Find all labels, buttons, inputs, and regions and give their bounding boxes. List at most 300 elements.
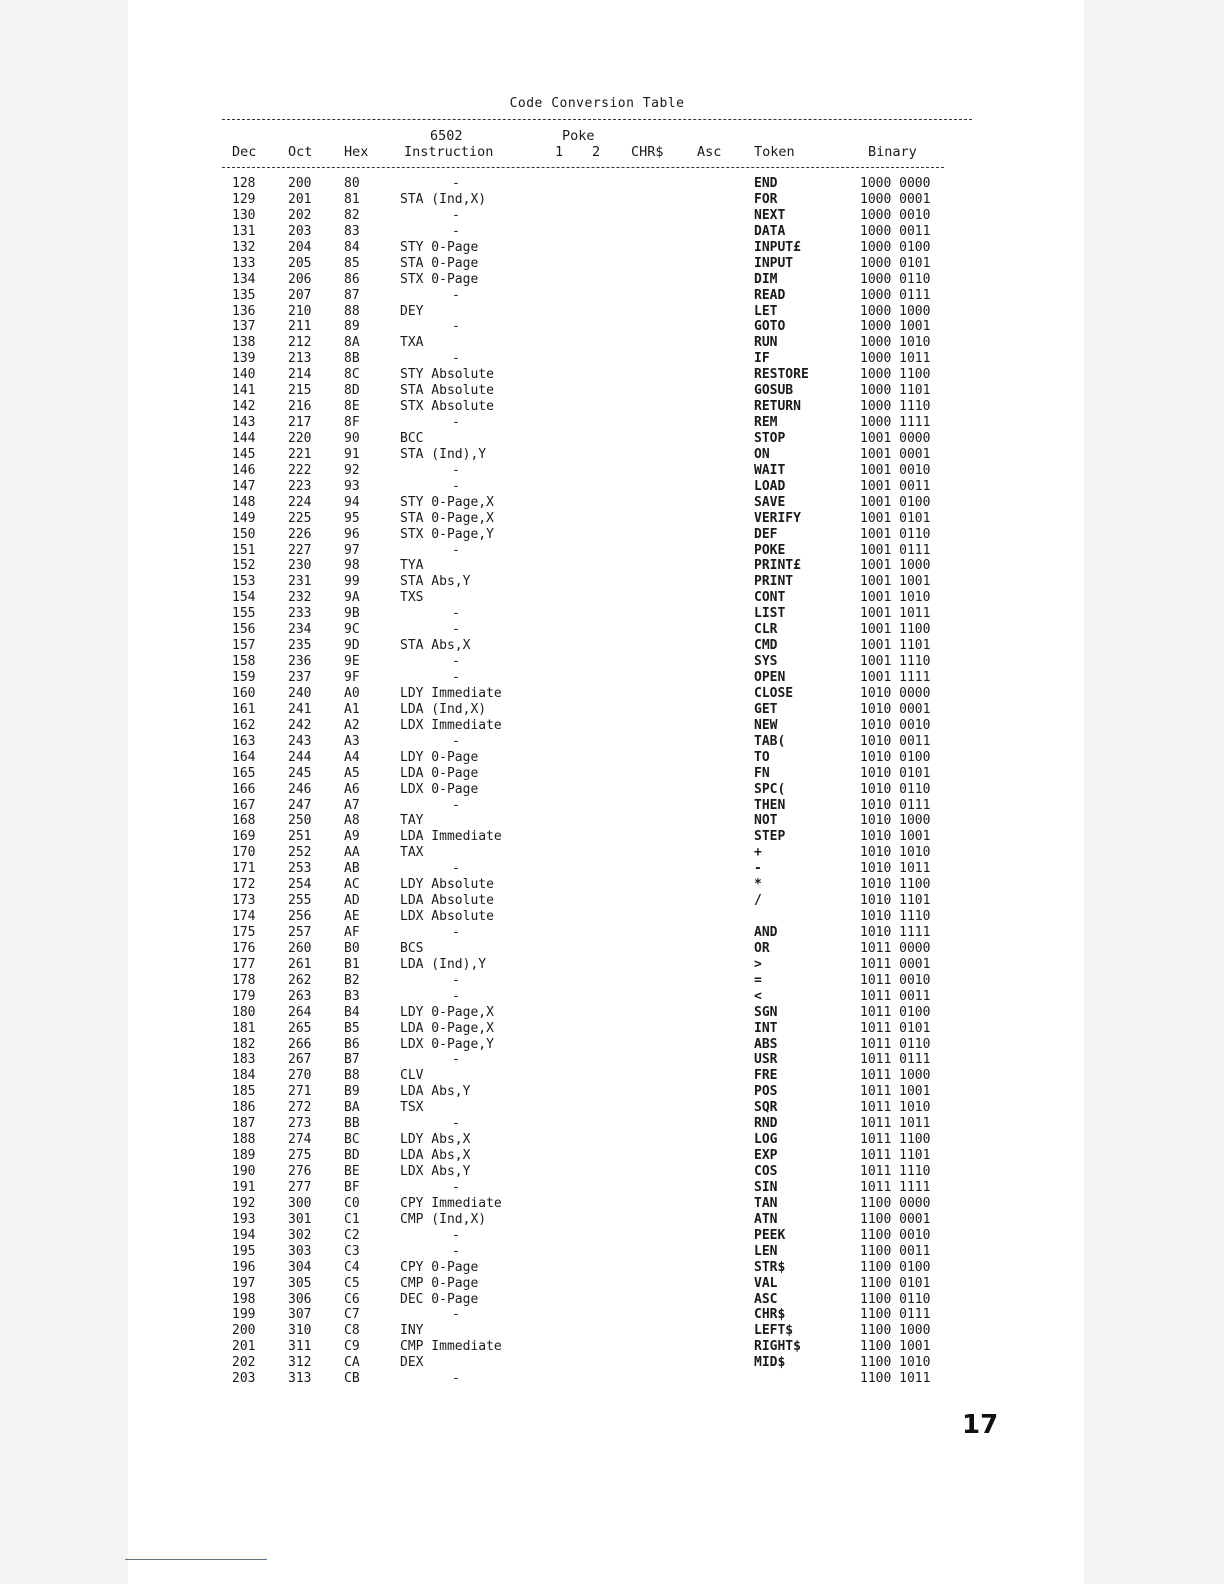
instruction-cell: - — [452, 207, 460, 223]
dec-cell: 142 — [232, 399, 256, 415]
binary-cell: 1100 0000 — [860, 1195, 931, 1211]
hex-cell: BB — [344, 1116, 360, 1132]
table-row — [0, 861, 1224, 877]
dec-cell: 151 — [232, 542, 256, 558]
binary-cell: 1010 1010 — [860, 845, 931, 861]
oct-cell: 216 — [288, 399, 312, 415]
token-cell: OR — [754, 940, 770, 956]
binary-cell: 1010 1000 — [860, 813, 931, 829]
oct-cell: 312 — [288, 1355, 312, 1371]
dec-cell: 155 — [232, 606, 256, 622]
oct-cell: 305 — [288, 1275, 312, 1291]
header-row-2 — [0, 144, 1224, 160]
table-row — [0, 798, 1224, 814]
token-cell: COS — [754, 1164, 778, 1179]
oct-cell: 264 — [288, 1004, 312, 1020]
dec-cell: 161 — [232, 701, 256, 717]
table-row — [0, 1339, 1224, 1355]
table-row — [0, 272, 1224, 288]
table-row — [0, 1100, 1224, 1116]
token-cell: FRE — [754, 1068, 778, 1084]
oct-cell: 310 — [288, 1323, 312, 1339]
footnote-rule — [125, 1559, 267, 1560]
table-row — [0, 702, 1224, 718]
token-cell: SAVE — [754, 494, 786, 510]
table-row — [0, 558, 1224, 574]
hex-cell: 8A — [344, 335, 360, 351]
token-cell: WAIT — [754, 462, 786, 478]
table-row — [0, 1307, 1224, 1323]
binary-cell: 1001 1100 — [860, 622, 931, 638]
binary-cell: 1011 0101 — [860, 1020, 931, 1036]
hex-cell: 9B — [344, 606, 360, 622]
binary-cell: 1000 0101 — [860, 255, 931, 271]
instruction-cell: LDA Abs,Y — [400, 1084, 471, 1100]
dec-cell: 179 — [232, 988, 256, 1004]
instruction-cell: TAY — [400, 813, 424, 829]
instruction-cell: STX 0-Page,Y — [400, 526, 494, 542]
binary-cell: 1001 1000 — [860, 558, 931, 574]
token-cell: POS — [754, 1084, 778, 1100]
hex-cell: B5 — [344, 1020, 360, 1036]
instruction-cell: - — [452, 1179, 460, 1195]
token-cell: GET — [754, 701, 778, 717]
dec-cell: 160 — [232, 685, 256, 701]
binary-cell: 1010 1001 — [860, 829, 931, 845]
token-cell: RUN — [754, 335, 778, 351]
binary-cell: 1000 1101 — [860, 383, 931, 399]
table-row — [0, 224, 1224, 240]
dec-cell: 139 — [232, 351, 256, 367]
table-row — [0, 1323, 1224, 1339]
oct-cell: 263 — [288, 988, 312, 1004]
instruction-cell: BCS — [400, 940, 424, 956]
instruction-cell: LDA 0-Page — [400, 765, 479, 781]
dec-cell: 180 — [232, 1004, 256, 1020]
hex-cell: CA — [344, 1355, 360, 1371]
binary-cell: 1100 1011 — [860, 1371, 931, 1387]
oct-cell: 204 — [288, 239, 312, 255]
table-row — [0, 909, 1224, 925]
binary-cell: 1001 0001 — [860, 446, 931, 462]
binary-cell: 1001 0011 — [860, 478, 931, 494]
oct-cell: 212 — [288, 335, 312, 351]
hex-cell: AF — [344, 924, 360, 940]
table-row — [0, 1164, 1224, 1180]
binary-cell: 1100 0011 — [860, 1243, 931, 1259]
instruction-cell: LDX Absolute — [400, 909, 494, 924]
dec-cell: 182 — [232, 1036, 256, 1052]
instruction-cell: LDY Immediate — [400, 685, 502, 701]
oct-cell: 311 — [288, 1339, 312, 1355]
oct-cell: 265 — [288, 1020, 312, 1036]
token-cell: USR — [754, 1052, 778, 1068]
oct-cell: 313 — [288, 1371, 312, 1387]
instruction-cell: LDX Immediate — [400, 717, 502, 733]
dec-cell: 174 — [232, 909, 256, 924]
table-row — [0, 766, 1224, 782]
token-cell: * — [754, 877, 762, 893]
oct-cell: 306 — [288, 1291, 312, 1307]
dec-cell: 167 — [232, 797, 256, 813]
oct-cell: 243 — [288, 733, 312, 749]
header-poke-1: 1 — [555, 144, 564, 160]
dec-cell: 150 — [232, 526, 256, 542]
table-row — [0, 1132, 1224, 1148]
hex-cell: A7 — [344, 797, 360, 813]
oct-cell: 200 — [288, 176, 312, 191]
oct-cell: 252 — [288, 845, 312, 861]
binary-cell: 1010 0101 — [860, 765, 931, 781]
table-row — [0, 925, 1224, 941]
dec-cell: 128 — [232, 176, 256, 191]
binary-cell: 1001 0100 — [860, 494, 931, 510]
dec-cell: 135 — [232, 287, 256, 303]
oct-cell: 266 — [288, 1036, 312, 1052]
hex-cell: BF — [344, 1179, 360, 1195]
oct-cell: 303 — [288, 1243, 312, 1259]
dec-cell: 158 — [232, 654, 256, 669]
hex-cell: AC — [344, 877, 360, 893]
oct-cell: 245 — [288, 765, 312, 781]
binary-cell: 1000 0110 — [860, 271, 931, 287]
dec-cell: 190 — [232, 1164, 256, 1179]
binary-cell: 1011 1010 — [860, 1100, 931, 1116]
instruction-cell: STA 0-Page — [400, 255, 479, 271]
instruction-cell: - — [452, 797, 460, 813]
hex-cell: 9C — [344, 622, 360, 638]
oct-cell: 255 — [288, 893, 312, 909]
binary-cell: 1000 0011 — [860, 223, 931, 239]
token-cell: NEW — [754, 717, 778, 733]
oct-cell: 301 — [288, 1211, 312, 1227]
binary-cell: 1100 1000 — [860, 1323, 931, 1339]
hex-cell: 98 — [344, 558, 360, 574]
binary-cell: 1001 1111 — [860, 670, 931, 685]
instruction-cell: LDY Abs,X — [400, 1132, 471, 1148]
header-chr: CHR$ — [631, 144, 664, 160]
table-row — [0, 240, 1224, 256]
token-cell: REM — [754, 415, 778, 430]
table-row — [0, 256, 1224, 272]
binary-cell: 1000 0000 — [860, 176, 931, 191]
table-row — [0, 1371, 1224, 1387]
oct-cell: 275 — [288, 1148, 312, 1163]
instruction-cell: STX Absolute — [400, 399, 494, 415]
instruction-cell: DEC 0-Page — [400, 1291, 479, 1307]
instruction-cell: STA (Ind),Y — [400, 446, 487, 462]
oct-cell: 272 — [288, 1100, 312, 1116]
binary-cell: 1000 1011 — [860, 351, 931, 367]
token-cell: FN — [754, 765, 770, 781]
table-row — [0, 1260, 1224, 1276]
hex-cell: 93 — [344, 478, 360, 494]
hex-cell: C7 — [344, 1307, 360, 1323]
oct-cell: 206 — [288, 271, 312, 287]
hex-cell: A3 — [344, 733, 360, 749]
token-cell: ATN — [754, 1211, 778, 1227]
instruction-cell: CPY Immediate — [400, 1195, 502, 1211]
hex-cell: A0 — [344, 685, 360, 701]
binary-cell: 1011 0000 — [860, 940, 931, 956]
hex-cell: 87 — [344, 287, 360, 303]
oct-cell: 241 — [288, 701, 312, 717]
oct-cell: 247 — [288, 797, 312, 813]
oct-cell: 225 — [288, 510, 312, 526]
oct-cell: 271 — [288, 1084, 312, 1100]
oct-cell: 276 — [288, 1164, 312, 1179]
dec-cell: 187 — [232, 1116, 256, 1132]
instruction-cell: - — [452, 861, 460, 877]
dec-cell: 164 — [232, 749, 256, 765]
binary-cell: 1100 0101 — [860, 1275, 931, 1291]
instruction-cell: STY 0-Page — [400, 239, 479, 255]
hex-cell: A1 — [344, 701, 360, 717]
instruction-cell: LDA (Ind),Y — [400, 956, 487, 972]
page-title: Code Conversion Table — [509, 96, 685, 111]
oct-cell: 222 — [288, 462, 312, 478]
hex-cell: C2 — [344, 1227, 360, 1243]
token-cell: RESTORE — [754, 367, 809, 383]
dec-cell: 184 — [232, 1068, 256, 1084]
binary-cell: 1100 1001 — [860, 1339, 931, 1355]
page-number: 17 — [962, 1410, 999, 1440]
hex-cell: B8 — [344, 1068, 360, 1084]
token-cell: - — [754, 861, 762, 877]
table-row — [0, 989, 1224, 1005]
instruction-cell: DEX — [400, 1355, 424, 1371]
header-row-1 — [0, 128, 1224, 144]
instruction-cell: - — [452, 972, 460, 988]
table-row — [0, 527, 1224, 543]
table-row — [0, 192, 1224, 208]
table-row — [0, 351, 1224, 367]
oct-cell: 253 — [288, 861, 312, 877]
oct-cell: 277 — [288, 1179, 312, 1195]
token-cell: IF — [754, 351, 770, 367]
hex-cell: 8D — [344, 383, 360, 399]
oct-cell: 215 — [288, 383, 312, 399]
table-row — [0, 511, 1224, 527]
dec-cell: 176 — [232, 940, 256, 956]
binary-cell: 1011 1101 — [860, 1148, 931, 1163]
oct-cell: 217 — [288, 415, 312, 430]
hex-cell: B1 — [344, 956, 360, 972]
hex-cell: 82 — [344, 207, 360, 223]
token-cell: FOR — [754, 191, 778, 207]
oct-cell: 300 — [288, 1195, 312, 1211]
oct-cell: 260 — [288, 940, 312, 956]
token-cell: LOG — [754, 1132, 778, 1148]
oct-cell: 250 — [288, 813, 312, 829]
binary-cell: 1010 0110 — [860, 781, 931, 797]
table-row — [0, 957, 1224, 973]
hex-cell: B7 — [344, 1052, 360, 1068]
instruction-cell: STY Absolute — [400, 367, 494, 383]
oct-cell: 240 — [288, 685, 312, 701]
token-cell: ABS — [754, 1036, 778, 1052]
binary-cell: 1010 0001 — [860, 701, 931, 717]
table-row — [0, 813, 1224, 829]
hex-cell: 9D — [344, 638, 360, 654]
hex-cell: 8E — [344, 399, 360, 415]
binary-cell: 1001 0110 — [860, 526, 931, 542]
token-cell: GOSUB — [754, 383, 794, 399]
table-row — [0, 304, 1224, 320]
dec-cell: 141 — [232, 383, 256, 399]
instruction-cell: TXA — [400, 335, 424, 351]
dec-cell: 193 — [232, 1211, 256, 1227]
header-asc: Asc — [697, 144, 722, 160]
instruction-cell: LDX 0-Page,Y — [400, 1036, 494, 1052]
oct-cell: 210 — [288, 303, 312, 319]
instruction-cell: - — [452, 622, 460, 638]
table-row — [0, 463, 1224, 479]
table-row — [0, 574, 1224, 590]
table-row — [0, 1292, 1224, 1308]
dec-cell: 195 — [232, 1243, 256, 1259]
instruction-cell: STA Absolute — [400, 383, 494, 399]
binary-cell: 1000 0100 — [860, 239, 931, 255]
dec-cell: 163 — [232, 733, 256, 749]
oct-cell: 227 — [288, 542, 312, 558]
dec-cell: 201 — [232, 1339, 256, 1355]
table-row — [0, 638, 1224, 654]
hex-cell: 88 — [344, 303, 360, 319]
binary-cell: 1010 0111 — [860, 797, 931, 813]
dec-cell: 166 — [232, 781, 256, 797]
table-row — [0, 670, 1224, 686]
dec-cell: 147 — [232, 478, 256, 494]
table-row — [0, 654, 1224, 670]
instruction-cell: LDY Absolute — [400, 877, 494, 893]
hex-cell: B6 — [344, 1036, 360, 1052]
hex-cell: A2 — [344, 717, 360, 733]
hex-cell: 9F — [344, 670, 360, 685]
dec-cell: 185 — [232, 1084, 256, 1100]
hex-cell: 99 — [344, 574, 360, 590]
table-row — [0, 479, 1224, 495]
hex-cell: AA — [344, 845, 360, 861]
token-cell: ON — [754, 446, 770, 462]
hex-cell: 94 — [344, 494, 360, 510]
instruction-cell: - — [452, 1116, 460, 1132]
instruction-cell: LDA Abs,X — [400, 1148, 471, 1163]
binary-cell: 1011 0100 — [860, 1004, 931, 1020]
table-row — [0, 399, 1224, 415]
instruction-cell: - — [452, 1307, 460, 1323]
dec-cell: 169 — [232, 829, 256, 845]
table-row — [0, 941, 1224, 957]
binary-cell: 1011 0111 — [860, 1052, 931, 1068]
token-cell: OPEN — [754, 670, 786, 685]
binary-cell: 1100 0111 — [860, 1307, 931, 1323]
instruction-cell: TAX — [400, 845, 424, 861]
instruction-cell: LDX 0-Page — [400, 781, 479, 797]
binary-cell: 1000 1111 — [860, 415, 931, 430]
table-row — [0, 383, 1224, 399]
oct-cell: 233 — [288, 606, 312, 622]
dec-cell: 159 — [232, 670, 256, 685]
table-row — [0, 1084, 1224, 1100]
hex-cell: 9E — [344, 654, 360, 669]
token-cell: GOTO — [754, 319, 786, 335]
hex-cell: C9 — [344, 1339, 360, 1355]
header-token: Token — [754, 144, 795, 160]
hex-cell: C5 — [344, 1275, 360, 1291]
oct-cell: 235 — [288, 638, 312, 654]
hex-cell: 91 — [344, 446, 360, 462]
oct-cell: 220 — [288, 431, 312, 446]
binary-cell: 1011 0001 — [860, 956, 931, 972]
token-cell: + — [754, 845, 762, 861]
hex-cell: AD — [344, 893, 360, 909]
token-cell: POKE — [754, 542, 786, 558]
table-row — [0, 1212, 1224, 1228]
dec-cell: 178 — [232, 972, 256, 988]
token-cell: RETURN — [754, 399, 801, 415]
table-row — [0, 1276, 1224, 1292]
hex-cell: 90 — [344, 431, 360, 446]
table-row — [0, 877, 1224, 893]
hex-cell: BC — [344, 1132, 360, 1148]
hex-cell: 9A — [344, 590, 360, 606]
instruction-cell: STA 0-Page,X — [400, 510, 494, 526]
hex-cell: 85 — [344, 255, 360, 271]
token-cell: NOT — [754, 813, 778, 829]
instruction-cell: STX 0-Page — [400, 271, 479, 287]
token-cell: CLOSE — [754, 685, 794, 701]
token-cell: = — [754, 972, 762, 988]
dec-cell: 170 — [232, 845, 256, 861]
oct-cell: 274 — [288, 1132, 312, 1148]
instruction-cell: BCC — [400, 431, 424, 446]
hex-cell: C4 — [344, 1259, 360, 1275]
hex-cell: 86 — [344, 271, 360, 287]
token-cell: CHR$ — [754, 1307, 786, 1323]
binary-cell: 1011 1111 — [860, 1179, 931, 1195]
binary-cell: 1011 1001 — [860, 1084, 931, 1100]
instruction-cell: DEY — [400, 303, 424, 319]
oct-cell: 237 — [288, 670, 312, 685]
binary-cell: 1010 0100 — [860, 749, 931, 765]
dec-cell: 203 — [232, 1371, 256, 1387]
dec-cell: 197 — [232, 1275, 256, 1291]
token-cell: INPUT£ — [754, 239, 801, 255]
table-row — [0, 829, 1224, 845]
dec-cell: 162 — [232, 717, 256, 733]
instruction-cell: - — [452, 733, 460, 749]
token-cell: RND — [754, 1116, 778, 1132]
hex-cell: A6 — [344, 781, 360, 797]
instruction-cell: - — [452, 351, 460, 367]
oct-cell: 201 — [288, 191, 312, 207]
hex-cell: 92 — [344, 462, 360, 478]
binary-cell: 1100 0001 — [860, 1211, 931, 1227]
binary-cell: 1100 0110 — [860, 1291, 931, 1307]
binary-cell: 1010 0011 — [860, 733, 931, 749]
dec-cell: 132 — [232, 239, 256, 255]
oct-cell: 256 — [288, 909, 312, 924]
hex-cell: 8F — [344, 415, 360, 430]
dec-cell: 136 — [232, 303, 256, 319]
instruction-cell: - — [452, 670, 460, 685]
table-row — [0, 590, 1224, 606]
dec-cell: 130 — [232, 207, 256, 223]
dec-cell: 149 — [232, 510, 256, 526]
table-row — [0, 1228, 1224, 1244]
hex-cell: C3 — [344, 1243, 360, 1259]
